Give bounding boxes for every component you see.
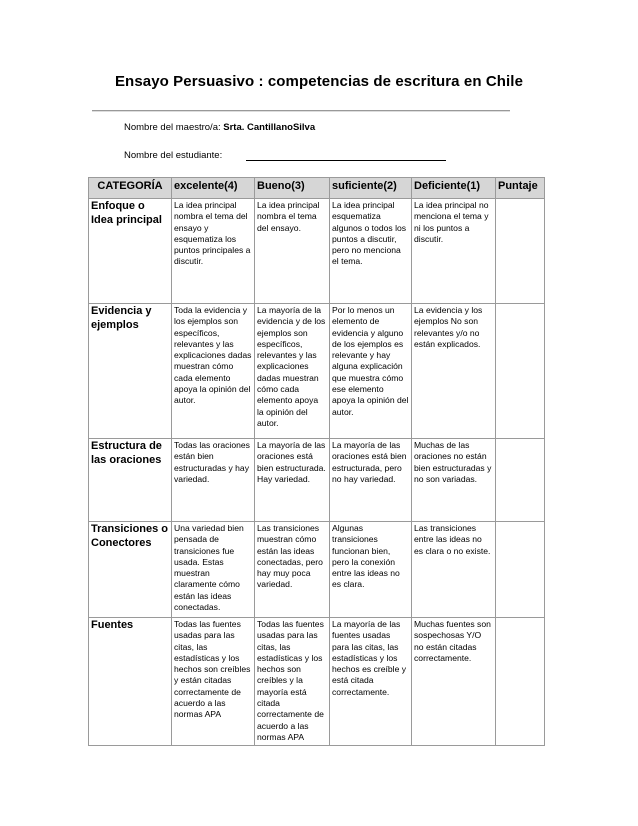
row-category: Fuentes bbox=[89, 618, 172, 746]
cell-suficiente: Por lo menos un elemento de evidencia y alguno de los ejemplos es relevante y hay alguna explicación que muestra cómo ese elemento apoya la opinión del autor. bbox=[330, 304, 412, 439]
cell-excelente: La idea principal nombra el tema del ensayo y esquematiza los puntos principales a discutir. bbox=[172, 199, 255, 304]
row-category: Enfoque o Idea principal bbox=[89, 199, 172, 304]
header-deficiente: Deficiente(1) bbox=[412, 178, 496, 199]
cell-puntaje[interactable] bbox=[496, 439, 545, 522]
cell-excelente: Toda la evidencia y los ejemplos son específicos, relevantes y las explicaciones dadas muestran cómo cada elemento apoya la opinión del autor. bbox=[172, 304, 255, 439]
cell-suficiente: La mayoría de las oraciones está bien estructurada, pero no hay variedad. bbox=[330, 439, 412, 522]
header-suficiente: suficiente(2) bbox=[330, 178, 412, 199]
table-row bbox=[89, 439, 545, 522]
document-title: Ensayo Persuasivo : competencias de escritura en Chile bbox=[114, 73, 524, 90]
cell-puntaje[interactable] bbox=[496, 199, 545, 304]
cell-deficiente: Muchas de las oraciones no están bien estructuradas y no son variadas. bbox=[412, 439, 496, 522]
teacher-line bbox=[124, 122, 315, 133]
teacher-label: Nombre del maestro/a: bbox=[124, 122, 221, 133]
cell-bueno: Las transiciones muestran cómo están las ideas conectadas, pero hay muy poca variedad. bbox=[255, 522, 330, 618]
row-category: Estructura de las oraciones bbox=[89, 439, 172, 522]
rubric-table bbox=[88, 177, 545, 746]
row-category: Transiciones o Conectores bbox=[89, 522, 172, 618]
rubric-header-row bbox=[89, 178, 545, 199]
cell-suficiente: La idea principal esquematiza algunos o todos los puntos a discutir, pero no menciona el tema. bbox=[330, 199, 412, 304]
title-divider bbox=[92, 110, 510, 112]
cell-bueno: La mayoría de la evidencia y de los ejemplos son específicos, relevantes y las explicaciones dadas muestran cómo cada elemento apoya la opinión del autor. bbox=[255, 304, 330, 439]
cell-deficiente: Las transiciones entre las ideas no es clara o no existe. bbox=[412, 522, 496, 618]
cell-bueno: Todas las fuentes usadas para las citas, las estadísticas y los hechos son creíbles y la mayoría está citada correctamente de acuerdo a las normas APA bbox=[255, 618, 330, 746]
cell-puntaje[interactable] bbox=[496, 522, 545, 618]
cell-deficiente: Muchas fuentes son sospechosas Y/O no están citadas correctamente. bbox=[412, 618, 496, 746]
header-puntaje: Puntaje bbox=[496, 178, 545, 199]
header-category: CATEGORÍA bbox=[89, 178, 172, 199]
cell-bueno: La idea principal nombra el tema del ensayo. bbox=[255, 199, 330, 304]
header-bueno: Bueno(3) bbox=[255, 178, 330, 199]
teacher-name: Srta. CantillanoSilva bbox=[223, 122, 316, 133]
table-row bbox=[89, 199, 545, 304]
cell-excelente: Todas las fuentes usadas para las citas, las estadísticas y los hechos son creíbles y están citadas correctamente de acuerdo a las normas APA bbox=[172, 618, 255, 746]
cell-puntaje[interactable] bbox=[496, 304, 545, 439]
cell-suficiente: La mayoría de las fuentes usadas para las citas, las estadísticas y los hechos es creíble y está citada correctamente. bbox=[330, 618, 412, 746]
student-label: Nombre del estudiante: bbox=[124, 150, 223, 161]
row-category: Evidencia y ejemplos bbox=[89, 304, 172, 439]
student-name-blank[interactable] bbox=[246, 160, 446, 161]
table-row bbox=[89, 304, 545, 439]
table-row bbox=[89, 522, 545, 618]
cell-deficiente: La evidencia y los ejemplos No son relevantes y/o no están explicados. bbox=[412, 304, 496, 439]
cell-deficiente: La idea principal no menciona el tema y ni los puntos a discutir. bbox=[412, 199, 496, 304]
header-excelente: excelente(4) bbox=[172, 178, 255, 199]
student-line bbox=[124, 150, 222, 161]
cell-excelente: Una variedad bien pensada de transiciones fue usada. Estas muestran claramente cómo están las ideas conectadas. bbox=[172, 522, 255, 618]
cell-puntaje[interactable] bbox=[496, 618, 545, 746]
cell-excelente: Todas las oraciones están bien estructuradas y hay variedad. bbox=[172, 439, 255, 522]
table-row bbox=[89, 618, 545, 746]
cell-bueno: La mayoría de las oraciones está bien estructurada. Hay variedad. bbox=[255, 439, 330, 522]
cell-suficiente: Algunas transiciones funcionan bien, pero la conexión entre las ideas no es clara. bbox=[330, 522, 412, 618]
